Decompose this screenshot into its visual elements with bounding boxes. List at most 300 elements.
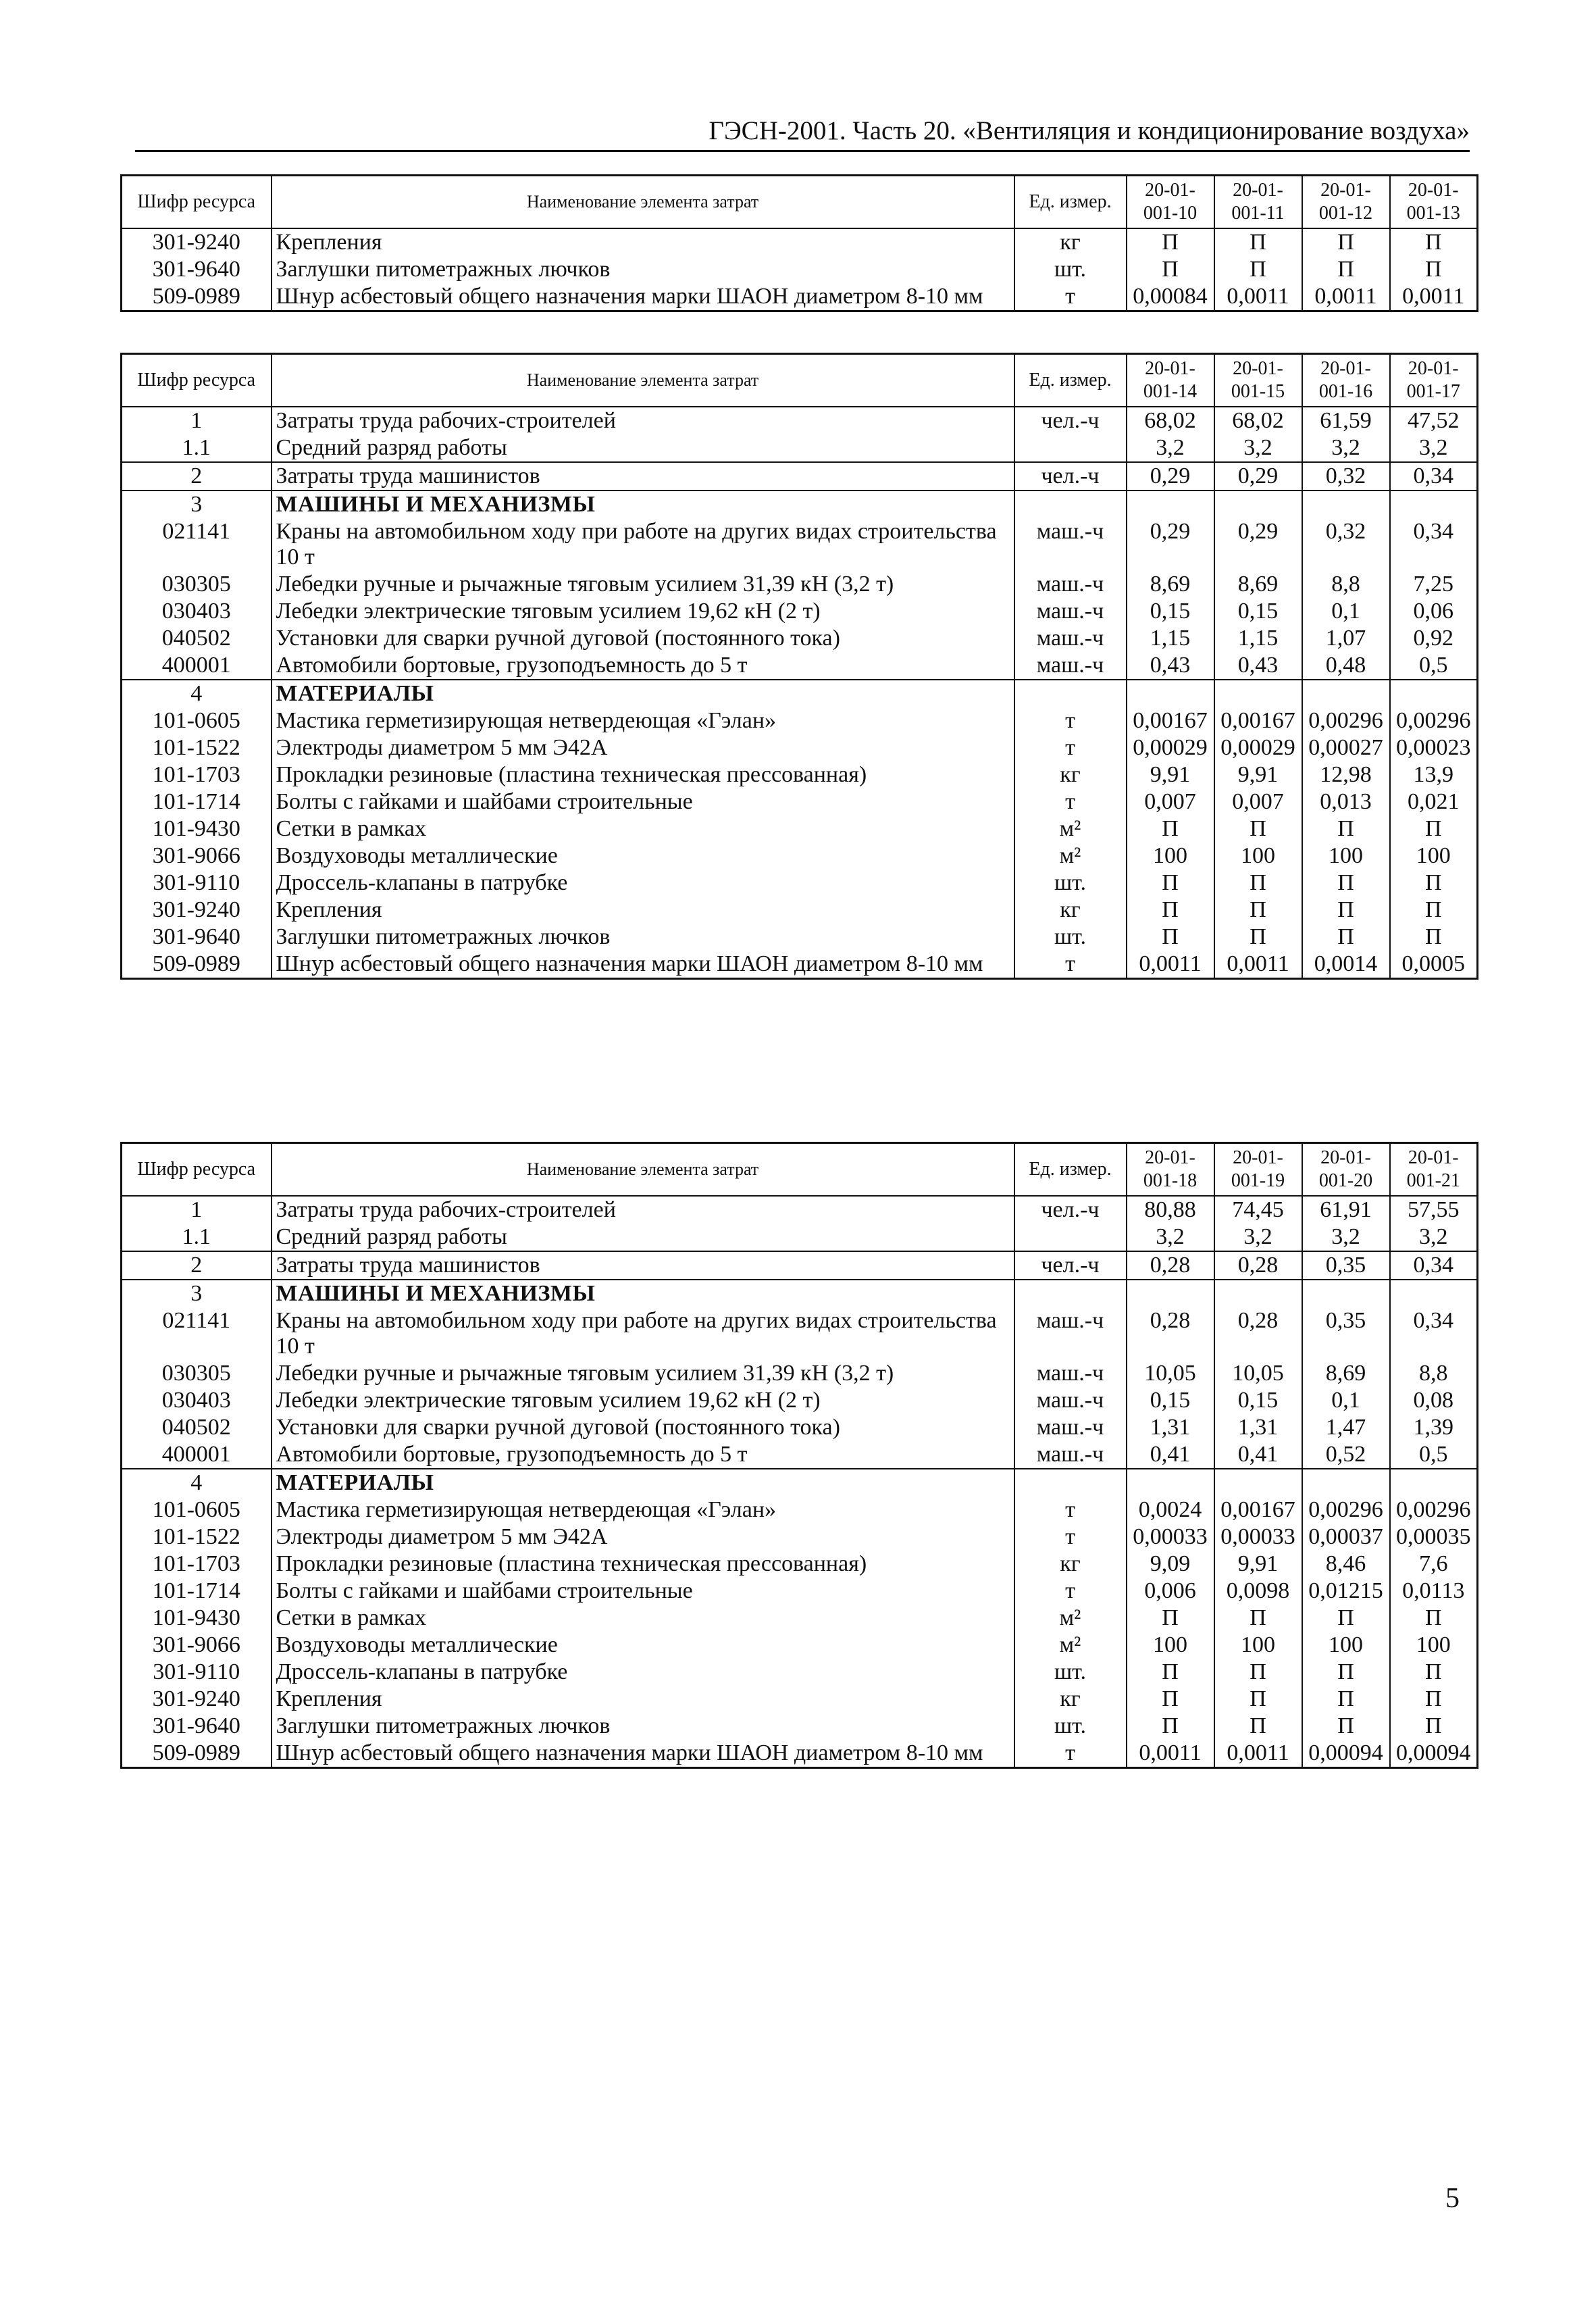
norm-value: П	[1390, 870, 1478, 897]
resource-code: 301-9110	[122, 870, 272, 897]
norm-value: 0,006	[1127, 1578, 1214, 1605]
norm-value: П	[1214, 1713, 1302, 1740]
cost-element-name: Воздуховоды металлические	[272, 1632, 1014, 1659]
norm-value: П	[1390, 228, 1478, 256]
table-row	[122, 1414, 1478, 1441]
norm-value: 7,6	[1390, 1551, 1478, 1578]
unit-of-measure: кг	[1014, 1686, 1127, 1713]
header-norm-code: 20-01-001-21	[1390, 1143, 1478, 1197]
norm-value: П	[1390, 256, 1478, 283]
table-row	[122, 571, 1478, 598]
unit-of-measure: чел.-ч	[1014, 1196, 1127, 1224]
table-header-row	[122, 354, 1478, 407]
norm-value: П	[1390, 1605, 1478, 1632]
cost-element-name: Лебедки электрические тяговым усилием 19,62 кН (2 т)	[272, 598, 1014, 625]
norm-value: 1,31	[1127, 1414, 1214, 1441]
cost-element-name: Затраты труда машинистов	[272, 1251, 1014, 1280]
cost-element-name: Заглушки питометражных лючков	[272, 924, 1014, 951]
norm-value: 3,2	[1127, 1224, 1214, 1251]
norm-value: 0,41	[1127, 1441, 1214, 1469]
norm-value: 0,06	[1390, 598, 1478, 625]
resource-code: 101-0605	[122, 1496, 272, 1524]
cost-element-name: Лебедки электрические тяговым усилием 19,62 кН (2 т)	[272, 1387, 1014, 1414]
norm-value: П	[1127, 924, 1214, 951]
cost-table-2	[120, 353, 1478, 980]
unit-of-measure: маш.-ч	[1014, 1414, 1127, 1441]
resource-code: 509-0989	[122, 951, 272, 979]
norm-value: 8,69	[1214, 571, 1302, 598]
cost-element-name: Автомобили бортовые, грузоподъемность до 5 т	[272, 1441, 1014, 1469]
resource-code: 101-9430	[122, 815, 272, 842]
table-row	[122, 407, 1478, 434]
header-norm-code: 20-01-001-17	[1390, 354, 1478, 407]
cost-element-name: Крепления	[272, 1686, 1014, 1713]
norm-value: 0,5	[1390, 1441, 1478, 1469]
norm-value	[1302, 1469, 1390, 1496]
header-unit: Ед. измер.	[1014, 1143, 1127, 1197]
norm-value: 0,00027	[1302, 734, 1390, 761]
norm-value: 0,00023	[1390, 734, 1478, 761]
norm-value: 0,32	[1302, 518, 1390, 571]
section-row	[122, 491, 1478, 518]
norm-value: 1,39	[1390, 1414, 1478, 1441]
cost-element-name: Крепления	[272, 228, 1014, 256]
unit-of-measure: т	[1014, 734, 1127, 761]
norm-value: 0,35	[1302, 1307, 1390, 1360]
unit-of-measure: т	[1014, 951, 1127, 979]
norm-value: 0,0024	[1127, 1496, 1214, 1524]
cost-table-1	[120, 174, 1478, 312]
norm-value: П	[1127, 228, 1214, 256]
norm-value	[1390, 491, 1478, 518]
norm-value: 0,34	[1390, 462, 1478, 491]
table-row	[122, 1632, 1478, 1659]
norm-value: 1,15	[1127, 625, 1214, 652]
norm-value: 61,59	[1302, 407, 1390, 434]
unit-of-measure: шт.	[1014, 924, 1127, 951]
norm-value	[1127, 680, 1214, 707]
norm-value: 0,00084	[1127, 283, 1214, 311]
table-row	[122, 1196, 1478, 1224]
norm-value: 0,92	[1390, 625, 1478, 652]
unit-of-measure: м²	[1014, 1605, 1127, 1632]
table-row	[122, 1360, 1478, 1387]
norm-value	[1390, 1469, 1478, 1496]
unit-of-measure: шт.	[1014, 1659, 1127, 1686]
norm-value: 57,55	[1390, 1196, 1478, 1224]
resource-code: 030403	[122, 598, 272, 625]
resource-code: 301-9240	[122, 228, 272, 256]
table-row	[122, 924, 1478, 951]
norm-value	[1214, 1469, 1302, 1496]
norm-value	[1214, 1280, 1302, 1307]
norm-value: 0,00094	[1302, 1740, 1390, 1768]
unit-of-measure: шт.	[1014, 870, 1127, 897]
resource-code: 021141	[122, 518, 272, 571]
norm-value: П	[1127, 256, 1214, 283]
resource-code: 040502	[122, 1414, 272, 1441]
norm-value: 3,2	[1302, 434, 1390, 462]
norm-value	[1302, 1280, 1390, 1307]
cost-element-name: Краны на автомобильном ходу при работе на других видах строительства 10 т	[272, 518, 1014, 571]
unit-of-measure	[1014, 1224, 1127, 1251]
resource-code: 301-9640	[122, 1713, 272, 1740]
unit-of-measure: маш.-ч	[1014, 652, 1127, 680]
table-row	[122, 1307, 1478, 1360]
resource-code: 2	[122, 1251, 272, 1280]
norm-value: 1,15	[1214, 625, 1302, 652]
norm-value: 0,15	[1127, 1387, 1214, 1414]
norm-value: 0,32	[1302, 462, 1390, 491]
header-norm-code: 20-01-001-14	[1127, 354, 1214, 407]
norm-value: П	[1214, 870, 1302, 897]
header-code: Шифр ресурса	[122, 354, 272, 407]
norm-value: 100	[1127, 842, 1214, 870]
norm-value: П	[1302, 870, 1390, 897]
table-row	[122, 1605, 1478, 1632]
cost-element-name: Болты с гайками и шайбами строительные	[272, 1578, 1014, 1605]
norm-value: 0,013	[1302, 788, 1390, 815]
table-row	[122, 598, 1478, 625]
norm-value: 0,5	[1390, 652, 1478, 680]
cost-element-name: Шнур асбестовый общего назначения марки ШАОН диаметром 8-10 мм	[272, 951, 1014, 979]
norm-value: 8,69	[1127, 571, 1214, 598]
table-row	[122, 1551, 1478, 1578]
resource-code: 1	[122, 407, 272, 434]
norm-value: 0,28	[1214, 1251, 1302, 1280]
unit-of-measure: маш.-ч	[1014, 1441, 1127, 1469]
norm-value: 0,00167	[1127, 707, 1214, 734]
header-norm-code: 20-01-001-11	[1214, 176, 1302, 229]
table-row	[122, 283, 1478, 311]
norm-value: П	[1390, 1686, 1478, 1713]
norm-value: 0,01215	[1302, 1578, 1390, 1605]
table-row	[122, 652, 1478, 680]
resource-code: 101-0605	[122, 707, 272, 734]
table-header-row	[122, 176, 1478, 229]
norm-value: 8,8	[1390, 1360, 1478, 1387]
norm-value	[1214, 680, 1302, 707]
unit-of-measure: маш.-ч	[1014, 1307, 1127, 1360]
header-unit: Ед. измер.	[1014, 354, 1127, 407]
norm-value: 9,91	[1127, 761, 1214, 788]
norm-value: 0,00167	[1214, 1496, 1302, 1524]
norm-value: 0,00033	[1127, 1524, 1214, 1551]
norm-value: 13,9	[1390, 761, 1478, 788]
cost-element-name: Заглушки питометражных лючков	[272, 256, 1014, 283]
norm-value: 0,0011	[1214, 283, 1302, 311]
norm-value: 1,47	[1302, 1414, 1390, 1441]
header-unit: Ед. измер.	[1014, 176, 1127, 229]
resource-code: 1.1	[122, 434, 272, 462]
resource-code: 301-9240	[122, 897, 272, 924]
norm-value: П	[1127, 870, 1214, 897]
resource-code: 101-1522	[122, 734, 272, 761]
header-norm-code: 20-01-001-18	[1127, 1143, 1214, 1197]
cost-element-name: Воздуховоды металлические	[272, 842, 1014, 870]
norm-value: 0,007	[1127, 788, 1214, 815]
table-row	[122, 897, 1478, 924]
norm-value: 10,05	[1127, 1360, 1214, 1387]
resource-code: 509-0989	[122, 1740, 272, 1768]
cost-element-name: Средний разряд работы	[272, 434, 1014, 462]
unit-of-measure: кг	[1014, 1551, 1127, 1578]
cost-element-name: Автомобили бортовые, грузоподъемность до 5 т	[272, 652, 1014, 680]
table-row	[122, 788, 1478, 815]
unit-of-measure: кг	[1014, 761, 1127, 788]
unit-of-measure: т	[1014, 1524, 1127, 1551]
norm-value: 8,46	[1302, 1551, 1390, 1578]
resource-code: 1.1	[122, 1224, 272, 1251]
header-name: Наименование элемента затрат	[272, 1143, 1014, 1197]
resource-code: 2	[122, 462, 272, 491]
norm-value: П	[1127, 897, 1214, 924]
norm-value: 0,0011	[1127, 1740, 1214, 1768]
cost-element-name: МАШИНЫ И МЕХАНИЗМЫ	[272, 1280, 1014, 1307]
resource-code: 101-1703	[122, 761, 272, 788]
norm-value: 10,05	[1214, 1360, 1302, 1387]
norm-value: 0,00296	[1302, 707, 1390, 734]
unit-of-measure	[1014, 434, 1127, 462]
norm-value: 0,35	[1302, 1251, 1390, 1280]
norm-value: 0,00167	[1214, 707, 1302, 734]
cost-element-name: Сетки в рамках	[272, 1605, 1014, 1632]
norm-value: 3,2	[1390, 434, 1478, 462]
page-number: 5	[1445, 2183, 1460, 2214]
norm-value: 0,1	[1302, 598, 1390, 625]
norm-value: П	[1127, 815, 1214, 842]
norm-value: П	[1214, 1659, 1302, 1686]
norm-value: П	[1302, 1686, 1390, 1713]
norm-value: 100	[1127, 1632, 1214, 1659]
table-header-row	[122, 1143, 1478, 1197]
cost-element-name: Затраты труда рабочих-строителей	[272, 407, 1014, 434]
unit-of-measure: чел.-ч	[1014, 462, 1127, 491]
unit-of-measure	[1014, 680, 1127, 707]
table-row	[122, 256, 1478, 283]
unit-of-measure: т	[1014, 1578, 1127, 1605]
cost-element-name: Лебедки ручные и рычажные тяговым усилием 31,39 кН (3,2 т)	[272, 571, 1014, 598]
norm-value: П	[1390, 924, 1478, 951]
cost-element-name: Средний разряд работы	[272, 1224, 1014, 1251]
norm-value: П	[1214, 256, 1302, 283]
unit-of-measure: шт.	[1014, 256, 1127, 283]
unit-of-measure: т	[1014, 707, 1127, 734]
section-row	[122, 680, 1478, 707]
norm-value: 0,00296	[1390, 1496, 1478, 1524]
table-row	[122, 1659, 1478, 1686]
norm-value: П	[1214, 1605, 1302, 1632]
norm-value: 0,00033	[1214, 1524, 1302, 1551]
table-row	[122, 1686, 1478, 1713]
norm-value: П	[1302, 1713, 1390, 1740]
cost-element-name: Шнур асбестовый общего назначения марки ШАОН диаметром 8-10 мм	[272, 283, 1014, 311]
norm-value	[1302, 491, 1390, 518]
cost-element-name: Крепления	[272, 897, 1014, 924]
cost-element-name: Установки для сварки ручной дуговой (постоянного тока)	[272, 625, 1014, 652]
table-row	[122, 707, 1478, 734]
norm-value: 100	[1302, 842, 1390, 870]
cost-element-name: Сетки в рамках	[272, 815, 1014, 842]
norm-value: П	[1127, 1659, 1214, 1686]
unit-of-measure: т	[1014, 788, 1127, 815]
norm-value: 3,2	[1214, 1224, 1302, 1251]
table-row	[122, 1578, 1478, 1605]
norm-value: 100	[1390, 842, 1478, 870]
cost-element-name: Заглушки питометражных лючков	[272, 1713, 1014, 1740]
unit-of-measure: т	[1014, 283, 1127, 311]
cost-element-name: Прокладки резиновые (пластина техническая прессованная)	[272, 1551, 1014, 1578]
norm-value: 0,00035	[1390, 1524, 1478, 1551]
resource-code: 301-9110	[122, 1659, 272, 1686]
norm-value: 0,52	[1302, 1441, 1390, 1469]
norm-value	[1127, 491, 1214, 518]
norm-value: 0,28	[1127, 1251, 1214, 1280]
norm-value: П	[1127, 1713, 1214, 1740]
norm-value: 0,48	[1302, 652, 1390, 680]
table-row	[122, 228, 1478, 256]
resource-code: 301-9240	[122, 1686, 272, 1713]
resource-code: 101-1714	[122, 788, 272, 815]
resource-code: 301-9640	[122, 924, 272, 951]
norm-value: 0,34	[1390, 1251, 1478, 1280]
cost-element-name: Мастика герметизирующая нетвердеющая «Гэлан»	[272, 1496, 1014, 1524]
norm-value: П	[1214, 924, 1302, 951]
norm-value: 0,0011	[1127, 951, 1214, 979]
norm-value: 0,43	[1214, 652, 1302, 680]
norm-value: 7,25	[1390, 571, 1478, 598]
norm-value: 68,02	[1127, 407, 1214, 434]
table-row	[122, 1441, 1478, 1469]
table-row	[122, 951, 1478, 979]
resource-code: 101-1714	[122, 1578, 272, 1605]
norm-value: 0,0011	[1214, 951, 1302, 979]
cost-element-name: Лебедки ручные и рычажные тяговым усилием 31,39 кН (3,2 т)	[272, 1360, 1014, 1387]
norm-value: 0,15	[1214, 598, 1302, 625]
norm-value: 100	[1214, 842, 1302, 870]
unit-of-measure: кг	[1014, 228, 1127, 256]
table-row	[122, 1224, 1478, 1251]
norm-value: 0,29	[1127, 462, 1214, 491]
unit-of-measure: кг	[1014, 897, 1127, 924]
norm-value: 0,00296	[1302, 1496, 1390, 1524]
cost-element-name: Мастика герметизирующая нетвердеющая «Гэлан»	[272, 707, 1014, 734]
table-row	[122, 625, 1478, 652]
resource-code: 101-1522	[122, 1524, 272, 1551]
table-row	[122, 1496, 1478, 1524]
norm-value: 3,2	[1214, 434, 1302, 462]
unit-of-measure: м²	[1014, 815, 1127, 842]
norm-value: 0,021	[1390, 788, 1478, 815]
header-norm-code: 20-01-001-16	[1302, 354, 1390, 407]
resource-code: 3	[122, 1280, 272, 1307]
unit-of-measure: м²	[1014, 842, 1127, 870]
resource-code: 040502	[122, 625, 272, 652]
resource-code: 509-0989	[122, 283, 272, 311]
resource-code: 3	[122, 491, 272, 518]
norm-value: 12,98	[1302, 761, 1390, 788]
norm-value: 1,07	[1302, 625, 1390, 652]
norm-value	[1390, 680, 1478, 707]
norm-value: П	[1390, 1713, 1478, 1740]
header-name: Наименование элемента затрат	[272, 354, 1014, 407]
table-row	[122, 1251, 1478, 1280]
header-norm-code: 20-01-001-10	[1127, 176, 1214, 229]
norm-value	[1390, 1280, 1478, 1307]
norm-value: 0,43	[1127, 652, 1214, 680]
unit-of-measure: маш.-ч	[1014, 518, 1127, 571]
norm-value: П	[1302, 815, 1390, 842]
header-code: Шифр ресурса	[122, 176, 272, 229]
header-code: Шифр ресурса	[122, 1143, 272, 1197]
resource-code: 301-9066	[122, 1632, 272, 1659]
table-row	[122, 1387, 1478, 1414]
unit-of-measure: маш.-ч	[1014, 625, 1127, 652]
resource-code: 101-9430	[122, 1605, 272, 1632]
header-norm-code: 20-01-001-15	[1214, 354, 1302, 407]
cost-element-name: Установки для сварки ручной дуговой (постоянного тока)	[272, 1414, 1014, 1441]
cost-element-name: Электроды диаметром 5 мм Э42А	[272, 734, 1014, 761]
unit-of-measure	[1014, 491, 1127, 518]
resource-code: 4	[122, 680, 272, 707]
header-norm-code: 20-01-001-13	[1390, 176, 1478, 229]
norm-value: 74,45	[1214, 1196, 1302, 1224]
norm-value: 0,0011	[1390, 283, 1478, 311]
table-row	[122, 434, 1478, 462]
norm-value: 0,0014	[1302, 951, 1390, 979]
cost-element-name: Электроды диаметром 5 мм Э42А	[272, 1524, 1014, 1551]
cost-element-name: Дроссель-клапаны в патрубке	[272, 1659, 1014, 1686]
norm-value: 0,0113	[1390, 1578, 1478, 1605]
norm-value: 0,00029	[1214, 734, 1302, 761]
cost-element-name: Шнур асбестовый общего назначения марки ШАОН диаметром 8-10 мм	[272, 1740, 1014, 1768]
table-row	[122, 1524, 1478, 1551]
norm-value: 8,69	[1302, 1360, 1390, 1387]
norm-value: 47,52	[1390, 407, 1478, 434]
running-header: ГЭСН-2001. Часть 20. «Вентиляция и кондиционирование воздуха»	[135, 116, 1470, 152]
resource-code: 4	[122, 1469, 272, 1496]
cost-element-name: Прокладки резиновые (пластина техническая прессованная)	[272, 761, 1014, 788]
resource-code: 030403	[122, 1387, 272, 1414]
resource-code: 101-1703	[122, 1551, 272, 1578]
table-row	[122, 815, 1478, 842]
table-row	[122, 462, 1478, 491]
norm-value: 100	[1214, 1632, 1302, 1659]
norm-value: 9,91	[1214, 761, 1302, 788]
norm-value: 0,29	[1214, 462, 1302, 491]
norm-value	[1127, 1280, 1214, 1307]
unit-of-measure: т	[1014, 1740, 1127, 1768]
norm-value: П	[1302, 1605, 1390, 1632]
norm-value: П	[1214, 1686, 1302, 1713]
norm-value: 3,2	[1390, 1224, 1478, 1251]
norm-value: 68,02	[1214, 407, 1302, 434]
unit-of-measure: маш.-ч	[1014, 1387, 1127, 1414]
norm-value: 0,00296	[1390, 707, 1478, 734]
norm-value: 0,29	[1214, 518, 1302, 571]
cost-element-name: Болты с гайками и шайбами строительные	[272, 788, 1014, 815]
unit-of-measure: маш.-ч	[1014, 598, 1127, 625]
unit-of-measure	[1014, 1469, 1127, 1496]
norm-value: П	[1127, 1686, 1214, 1713]
unit-of-measure: маш.-ч	[1014, 571, 1127, 598]
unit-of-measure: чел.-ч	[1014, 1251, 1127, 1280]
norm-value: 0,0098	[1214, 1578, 1302, 1605]
table-row	[122, 870, 1478, 897]
norm-value: П	[1390, 1659, 1478, 1686]
norm-value: 0,29	[1127, 518, 1214, 571]
norm-value: 0,15	[1214, 1387, 1302, 1414]
